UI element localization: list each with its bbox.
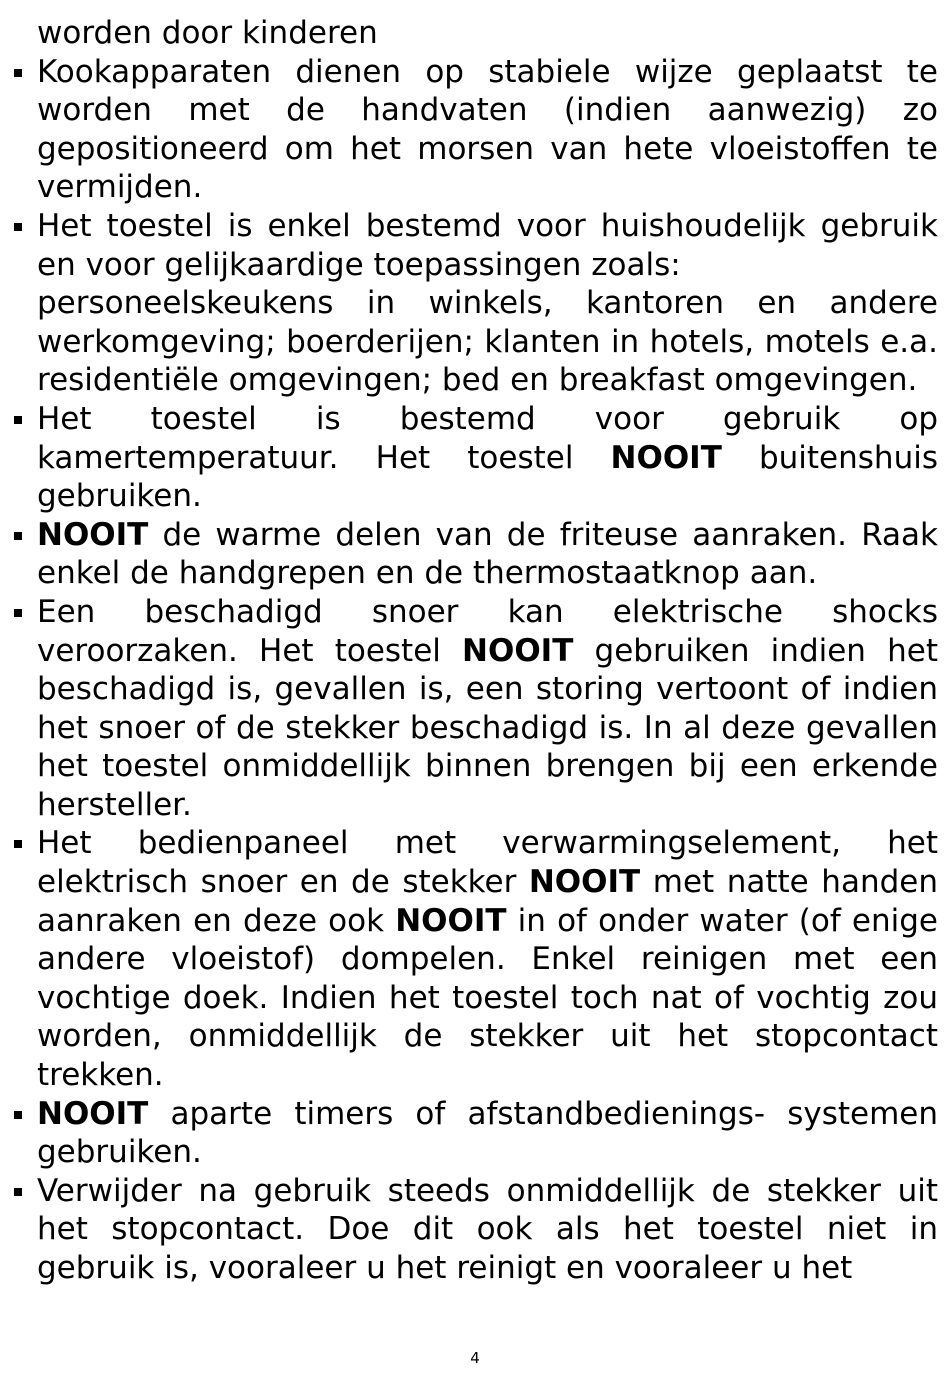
item-text: met natte handen aanraken en deze ook xyxy=(37,864,938,939)
square-bullet-icon xyxy=(14,69,22,77)
emphasis-text: NOOIT xyxy=(462,632,574,669)
emphasis-text: NOOIT xyxy=(395,902,507,939)
item-text: de warme delen van de friteuse aanraken. Raak enkel de handgrepen en de thermostaatknop aan. xyxy=(37,516,938,592)
list-item xyxy=(37,824,938,1094)
item-text: Verwijder na gebruik steeds onmiddellijk de stekker uit het stopcontact. Doe dit ook als het toestel niet in gebruik is, vooraleer u het reinigt en vooraleer u het xyxy=(37,1172,938,1286)
item-text: gebruiken indien het beschadigd is, gevallen is, een storing vertoont of indien het snoer of de stekker beschadigd is. In al deze gevallen het toestel onmiddellijk binnen brengen bij een erkende hersteller. xyxy=(37,632,938,823)
item-text: Kookapparaten dienen op stabiele wijze geplaatst te worden met de handvaten (indien aanwezig) zo gepositioneerd om het morsen van hete vloeistoffen te vermijden. xyxy=(37,53,938,206)
emphasis-text: NOOIT xyxy=(610,439,722,476)
square-bullet-icon xyxy=(14,1111,22,1119)
list-item xyxy=(37,53,938,207)
item-text: in of onder water (of enige andere vloeistof) dompelen. Enkel reinigen met een vochtige doek. Indien het toestel toch nat of vochtig zou worden, onmiddellijk de stekker uit het stopcontact trekken. xyxy=(37,902,938,1094)
item-text: Het toestel is enkel bestemd voor huishoudelijk gebruik en voor gelijkaardige toepassingen zoals: xyxy=(37,207,938,283)
continuation-text: worden door kinderen xyxy=(37,15,378,51)
square-bullet-icon xyxy=(14,1188,22,1196)
list-item xyxy=(37,1095,938,1172)
list-item xyxy=(37,1172,938,1288)
emphasis-text: NOOIT xyxy=(37,1095,149,1132)
square-bullet-icon xyxy=(14,609,22,617)
item-text: Het bedienpaneel met verwarmingselement, het elektrisch snoer en de stekker xyxy=(37,825,938,901)
emphasis-text: NOOIT xyxy=(528,864,641,901)
item-text: Het toestel is bestemd voor gebruik op kamertemperatuur. Het toestel xyxy=(37,400,938,476)
emphasis-text: NOOIT xyxy=(37,516,149,553)
list-item xyxy=(37,400,938,516)
page-number: 4 xyxy=(470,1349,480,1367)
bullet-list xyxy=(37,53,938,1288)
item-text: buitenshuis gebruiken. xyxy=(37,439,938,515)
item-text: Een beschadigd snoer kan elektrische shocks veroorzaken. Het toestel xyxy=(37,593,938,669)
item-text: personeelskeukens in winkels, kantoren en andere werkomgeving; boerderijen; klanten in hotels, motels e.a. residentiële omgevingen; bed en breakfast omgevingen. xyxy=(37,285,938,399)
item-text: aparte timers of afstandbedienings- systemen gebruiken. xyxy=(37,1095,938,1171)
square-bullet-icon xyxy=(14,532,22,540)
square-bullet-icon xyxy=(14,840,22,848)
list-item xyxy=(37,593,938,825)
list-item xyxy=(37,207,938,400)
square-bullet-icon xyxy=(14,416,22,424)
list-item xyxy=(37,516,938,593)
square-bullet-icon xyxy=(14,223,22,231)
